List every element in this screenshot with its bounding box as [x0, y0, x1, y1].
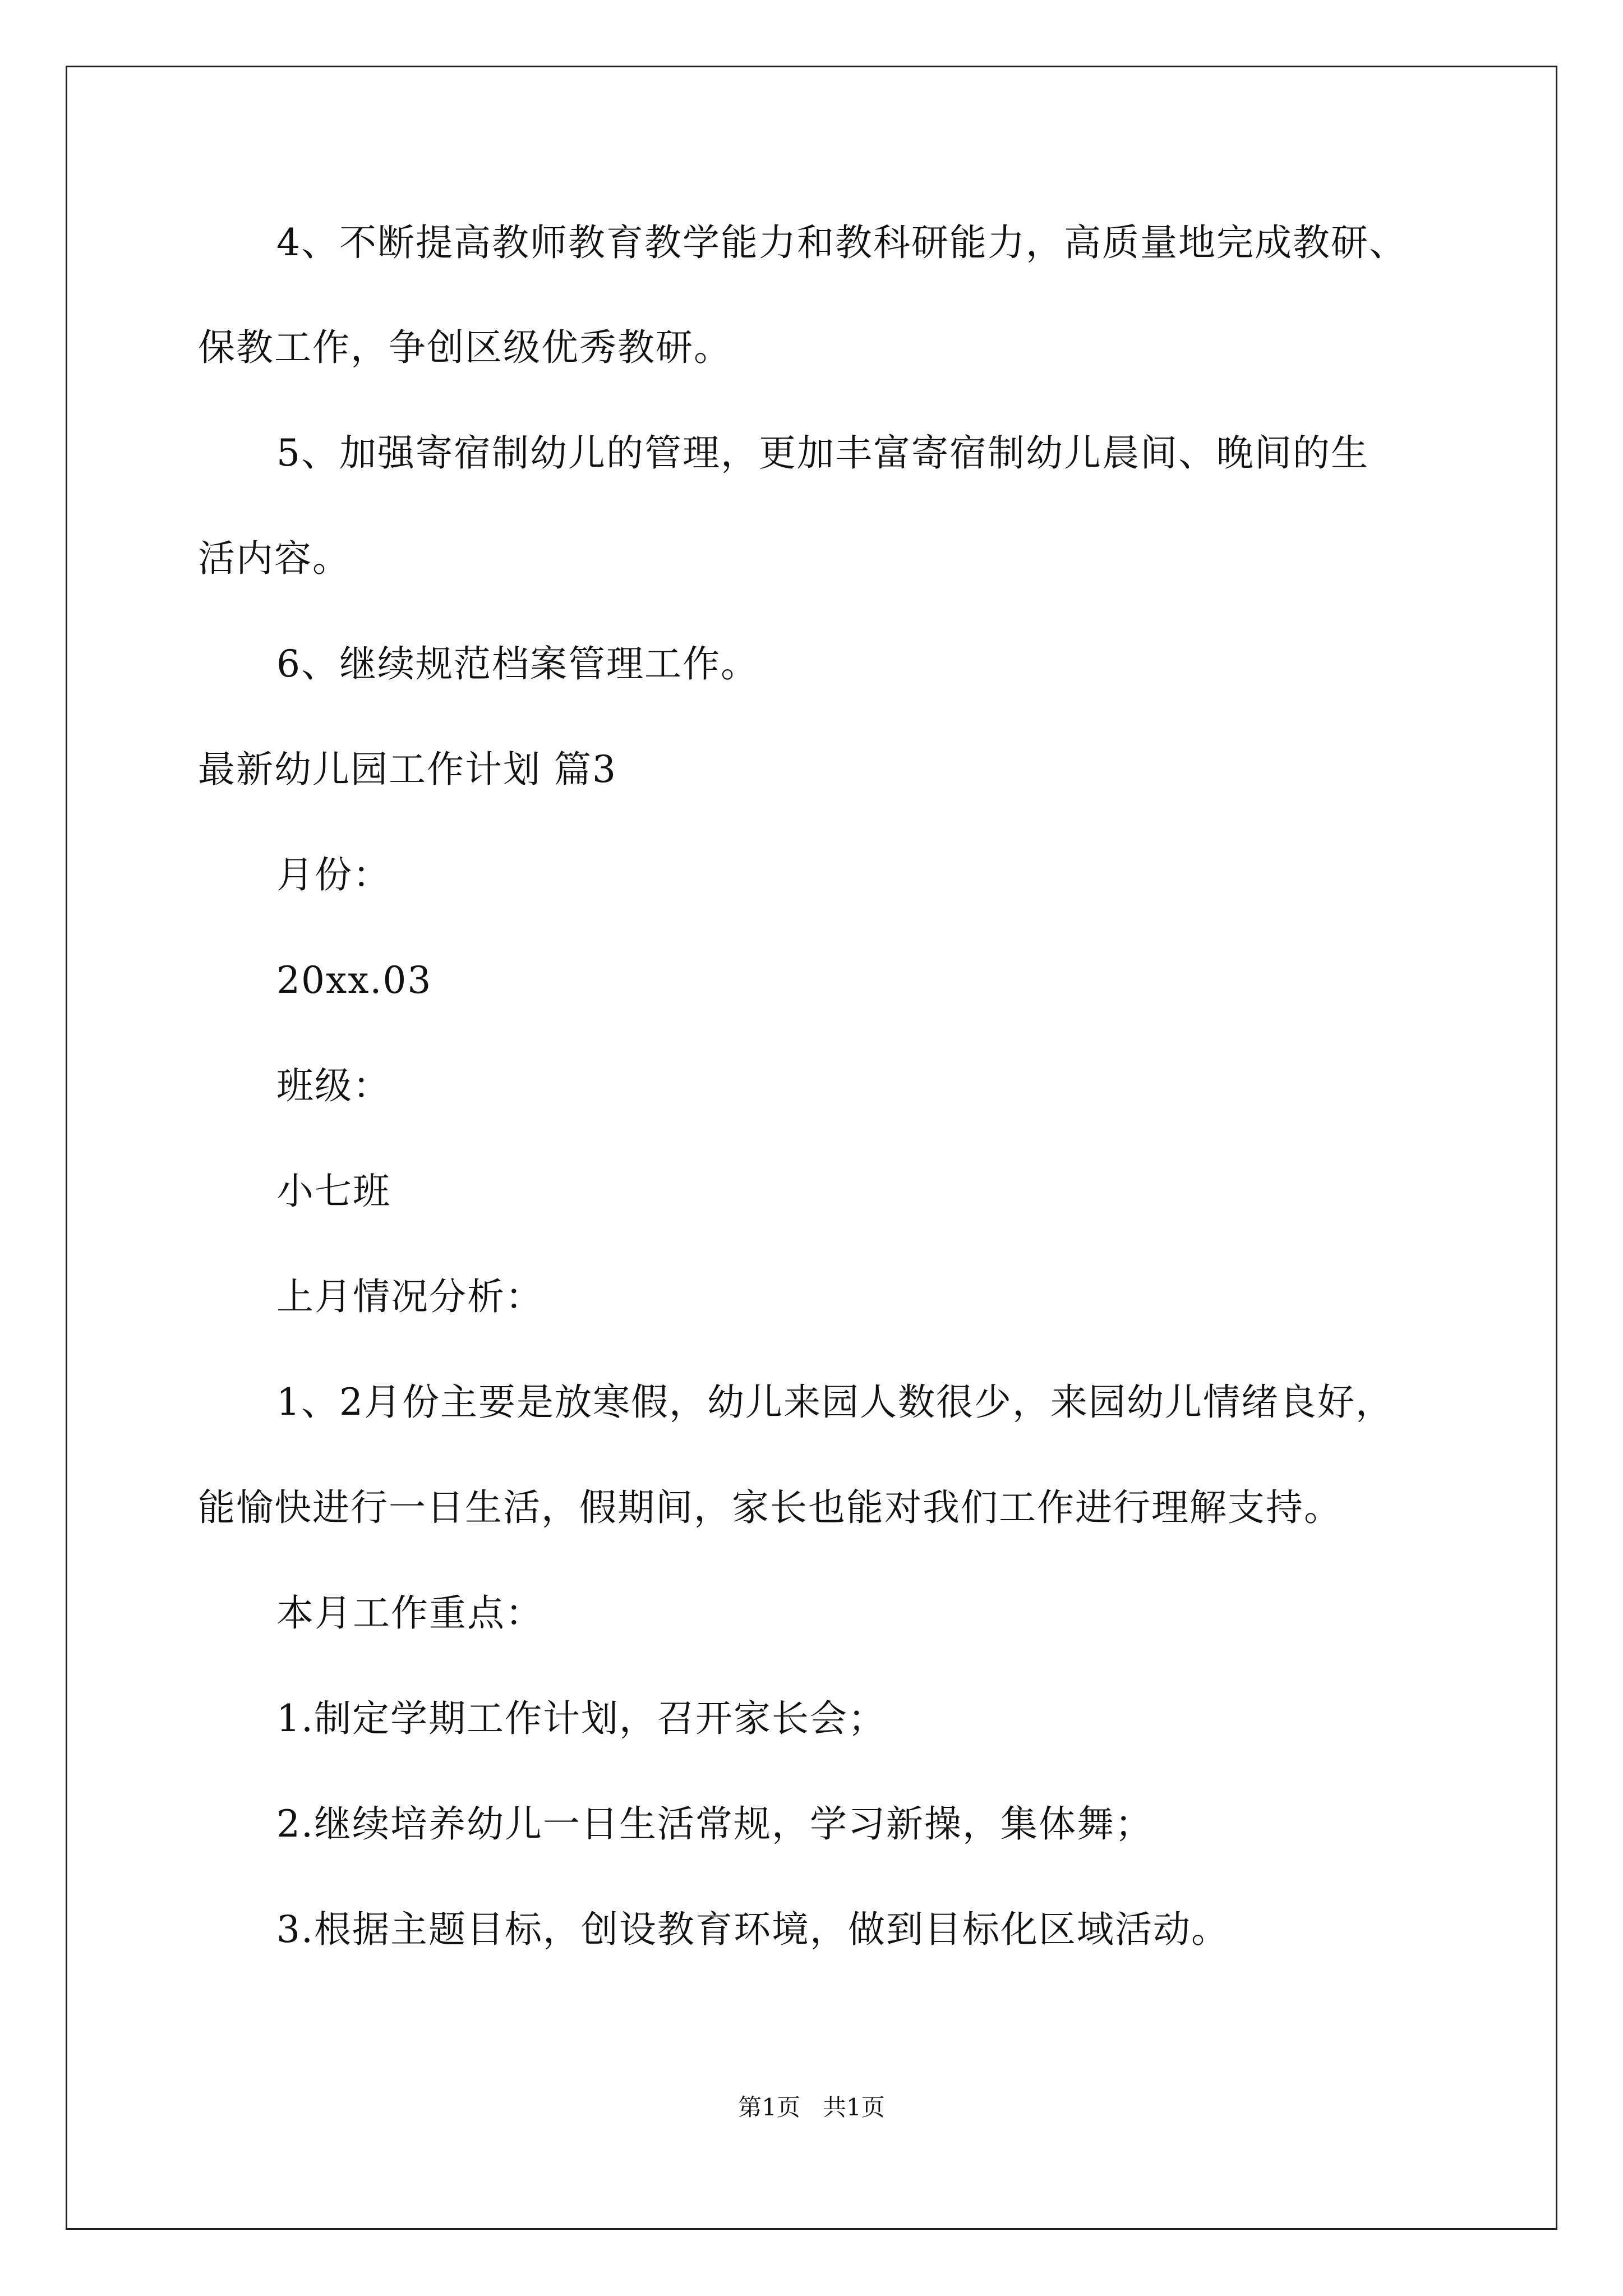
paragraph-line: 20xx.03 — [276, 959, 432, 1002]
paragraph-line: 活内容。 — [198, 537, 351, 580]
section-heading: 最新幼儿园工作计划 篇3 — [198, 748, 617, 791]
paragraph-line: 5、加强寄宿制幼儿的管理，更加丰富寄宿制幼儿晨间、晚间的生 — [276, 431, 1369, 475]
paragraph-line: 2.继续培养幼儿一日生活常规，学习新操，集体舞； — [276, 1802, 1153, 1846]
paragraph-line: 6、继续规范档案管理工作。 — [276, 642, 759, 685]
paragraph-line: 班级： — [276, 1064, 391, 1107]
paragraph-line: 本月工作重点： — [276, 1591, 543, 1635]
page-footer: 第1页 共1页 — [738, 2093, 885, 2121]
paragraph-line: 4、不断提高教师教育教学能力和教科研能力，高质量地完成教研、 — [276, 221, 1407, 264]
paragraph-line: 1、2月份主要是放寒假，幼儿来园人数很少，来园幼儿情绪良好， — [276, 1381, 1394, 1424]
paragraph-line: 3.根据主题目标，创设教育环境，做到目标化区域活动。 — [276, 1908, 1229, 1951]
paragraph-line: 1.制定学期工作计划，召开家长会； — [276, 1697, 886, 1740]
paragraph-line: 小七班 — [276, 1170, 391, 1213]
paragraph-line: 能愉快进行一日生活，假期间，家长也能对我们工作进行理解支持。 — [198, 1486, 1342, 1529]
page-border — [66, 66, 1557, 2230]
paragraph-line: 月份： — [276, 853, 391, 896]
paragraph-line: 保教工作，争创区级优秀教研。 — [198, 326, 732, 369]
paragraph-line: 上月情况分析： — [276, 1275, 543, 1318]
